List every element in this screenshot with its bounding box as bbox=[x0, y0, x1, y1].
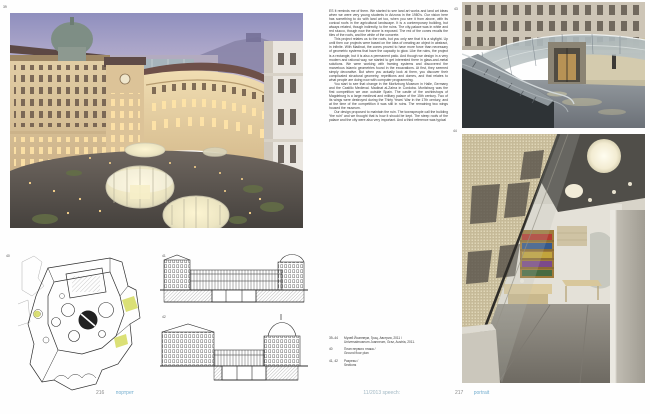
caption-text bbox=[344, 337, 448, 345]
figure-number-44: 44 bbox=[453, 129, 457, 133]
section-word-en: portrait bbox=[473, 390, 490, 396]
caption-ru: Разрезы / bbox=[344, 358, 359, 363]
courtyard-photo-art bbox=[10, 13, 303, 228]
caption-row bbox=[329, 360, 448, 368]
caption-en: Universalmuseum Joanneum, Graz, Austria, 2011. bbox=[344, 339, 415, 344]
photo-library-interior bbox=[462, 134, 645, 383]
caption-text bbox=[344, 348, 448, 356]
drawing-ground-floor-plan bbox=[18, 252, 152, 394]
escalator-photo-art bbox=[462, 2, 645, 128]
caption-figure-range: 40 bbox=[329, 347, 333, 352]
footer-issue bbox=[352, 391, 400, 396]
section-word-ru: портрет bbox=[115, 390, 134, 396]
caption-block bbox=[329, 337, 448, 371]
caption-row bbox=[329, 348, 448, 356]
plan-art bbox=[18, 252, 152, 394]
figure-number-43: 43 bbox=[454, 7, 458, 11]
figure-number-39: 39 bbox=[3, 5, 7, 9]
figure-number-40: 40 bbox=[6, 254, 10, 258]
issue-label: 11/2013 speech: bbox=[363, 390, 400, 396]
caption-text bbox=[344, 360, 448, 368]
photo-joanneum-courtyard bbox=[10, 13, 303, 228]
article-paragraph: This project relates us to the roofs, but you only see that it is a skylight. Up until then our projects were based on the idea of creating an object in abstract, in infinite. With Madinat, the cones proved to have more force than necessary of geometric systems that have the capacity to glow. Like the ruins, the project is a rectangle, but it is also a permanent patio. And though we design in a very modern and rational way, we started to get interested there in glass-and-metal solutions. We were working with framing systems and discovered the marvelous Islamic geometries found in the excavations. At first, they seemed simply decorative. But when you actually look at them, you discover their complicated structural geometry, repetitions and domes, and that relates to what people are doing now with computer programming. bbox=[329, 37, 448, 82]
caption-ru: Музей Йоаннеум, Грац, Австрия, 2011 / bbox=[344, 336, 402, 340]
caption-en: Sections bbox=[344, 362, 357, 367]
caption-row bbox=[329, 337, 448, 345]
sections-art bbox=[160, 254, 310, 390]
interior-photo-art bbox=[462, 134, 645, 383]
footer-left bbox=[96, 391, 134, 396]
page-number-left: 216 bbox=[96, 390, 105, 396]
article-paragraph: Our design proposed to maintain the ruin. The townspeople call the building “the ruin” and we thought that is how it should be kept. The steep roofs of the palace and the city were also very important. And a third reference was typical bbox=[329, 110, 448, 123]
footer-right bbox=[455, 391, 489, 396]
caption-en: Ground floor plan bbox=[344, 351, 369, 356]
caption-figure-range: 41, 42 bbox=[329, 358, 338, 363]
figure-number-41: 41 bbox=[162, 254, 166, 258]
page-number-right: 217 bbox=[455, 390, 464, 396]
drawing-sections bbox=[160, 254, 310, 390]
caption-ru: План первого этажа / bbox=[344, 347, 376, 352]
article-paragraph: You start to see that change in the Moritzburg Museum in Halle, Germany and the Castillo Medieval. Madinat al-Zahra in Cordoba. Moritzburg was the first competition we won outside Spain. The castle of the archbishops of Magdeburg is a large medieval and military palace of the 15th century. Two of its wings were destroyed during the Thirty Years' War in the 17th century, and at the time of the competition it was still in ruins. The remaining two wings housed the museum. bbox=[329, 81, 448, 111]
article-paragraph: ES It reminds me of them. We started to see land art works and land art ideas when we were very young students in Arizona in the 1980's. Our vision here has something to do with land art too, when you see it from above, with its conical roofs in the agricultural landscape. It is a contemporary building, but always related, though indirectly, to the ruins. The city-palace was in white and red stucco, though now the stone is exposed. The red of the cones recalls the tiles of the roofs, and the white of the concrete. bbox=[329, 9, 448, 38]
figure-number-42: 42 bbox=[162, 315, 166, 319]
caption-figure-range: 39–44 bbox=[329, 336, 338, 340]
photo-entrance-escalator bbox=[462, 2, 645, 128]
article-column bbox=[329, 9, 448, 122]
